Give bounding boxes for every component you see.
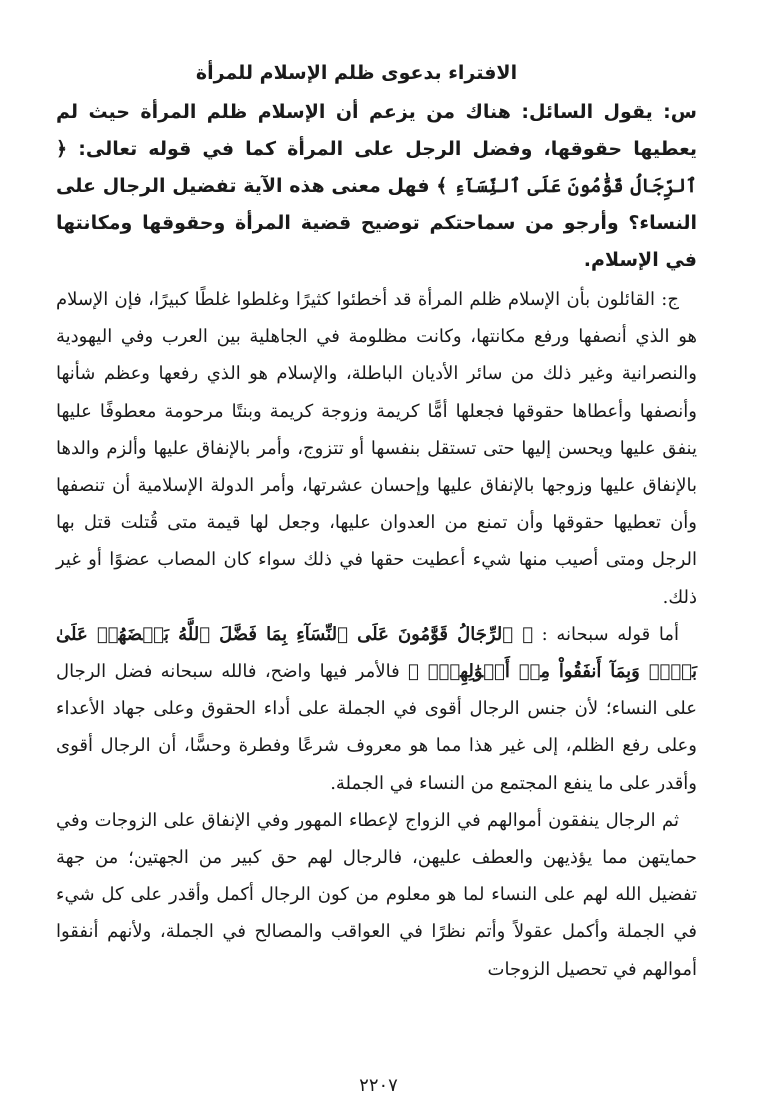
question-text-after-verse: فهل معنى هذه الآية تفضيل الرجال على النساء؟ وأرجو من سماحتكم توضيح قضية المرأة وحقوقها ومكانتها في الإسلام. <box>56 175 697 271</box>
page-title: الافتراء بدعوى ظلم الإسلام للمرأة <box>195 62 518 84</box>
question-paragraph <box>56 94 697 279</box>
answer-paragraph-2-rest: فالأمر فيها واضح، فالله سبحانه فضل الرجال على النساء؛ لأن جنس الرجال أقوى في الجملة على أداء الحقوق وعلى جهاد الأعداء وعلى رفع الظلم، إلى غير هذا مما هو معروف شرعًا وفطرة وحسًّا، أن الرجال أقوى وأقدر على ما ينفع المجتمع من النساء في الجملة. <box>56 661 697 794</box>
answer-paragraph-1: ج: القائلون بأن الإسلام ظلم المرأة قد أخطئوا كثيرًا وغلطوا غلطًا كبيرًا، فإن الإسلام هو الذي أنصفها ورفع مكانتها، وكانت مظلومة في الجاهلية بين العرب وفي اليهودية والنصرانية وغير ذلك من سائر الأديان الباطلة، والإسلام هو الذي رفعها وعظم شأنها وأنصفها وأعطاها حقوقها فجعلها أمًّا كريمة وزوجة كريمة وبنتًا مرحومة معطوفًا عليها ينفق عليها ويحسن إليها حتى تستقل بنفسها أو تتزوج، وأمر بالإنفاق عليها وألزم والدها بالإنفاق عليها وزوجها بالإنفاق عليها وإحسان عشرتها، وأمر الدولة الإسلامية أن تنصفها وأن تعطيها حقوقها وأن تمنع من العدوان عليها، وجعل لها قيمة متى قُتلت قتل بها الرجل ومتى أصيب منها شيء أعطيت حقها في ذلك سواء كان المصاب عضوًا أو غير ذلك. <box>56 289 697 608</box>
question-quran-verse: ﴿ ٱلرِّجَالُ قَوَّٰمُونَ عَلَى ٱلنِّسَآءِ ﴾ <box>56 138 698 197</box>
answer-paragraph-2 <box>56 616 697 802</box>
answer-paragraph-2-intro: أما قوله سبحانه : <box>541 623 679 645</box>
answer-quran-verse: ﴿ ٱلرِّجَالُ قَوَّٰمُونَ عَلَى ٱلنِّسَآءِ بِمَا فَضَّلَ ٱللَّهُ بَعۡضَهُمۡ عَلَىٰ بَعۡضٖ وَبِمَآ أَنفَقُواْ مِنۡ أَمۡوَٰلِهِمۡۚ ﴾ <box>56 623 697 683</box>
page-number: ٢٢٠٧ <box>359 1075 398 1096</box>
question-text-before-verse: س: يقول السائل: هناك من يزعم أن الإسلام ظلم المرأة حيث لم يعطيها حقوقها، وفضل الرجل على المرأة كما في قوله تعالى: <box>56 101 698 160</box>
answer-paragraph-3: ثم الرجال ينفقون أموالهم في الزواج لإعطاء المهور وفي الإنفاق على الزوجات وفي حمايتهن مما يؤذيهن والعطف عليهن، فالرجال لهم حق كبير من الجهتين؛ من جهة تفضيل الله لهم على النساء لما هو معلوم من كون الرجال أكمل وأقدر على كل شيء في الجملة وأكمل عقولاً وأتم نظرًا في العواقب والمصالح في الجملة، ولأنهم أنفقوا أموالهم في تحصيل الزوجات <box>56 809 697 980</box>
